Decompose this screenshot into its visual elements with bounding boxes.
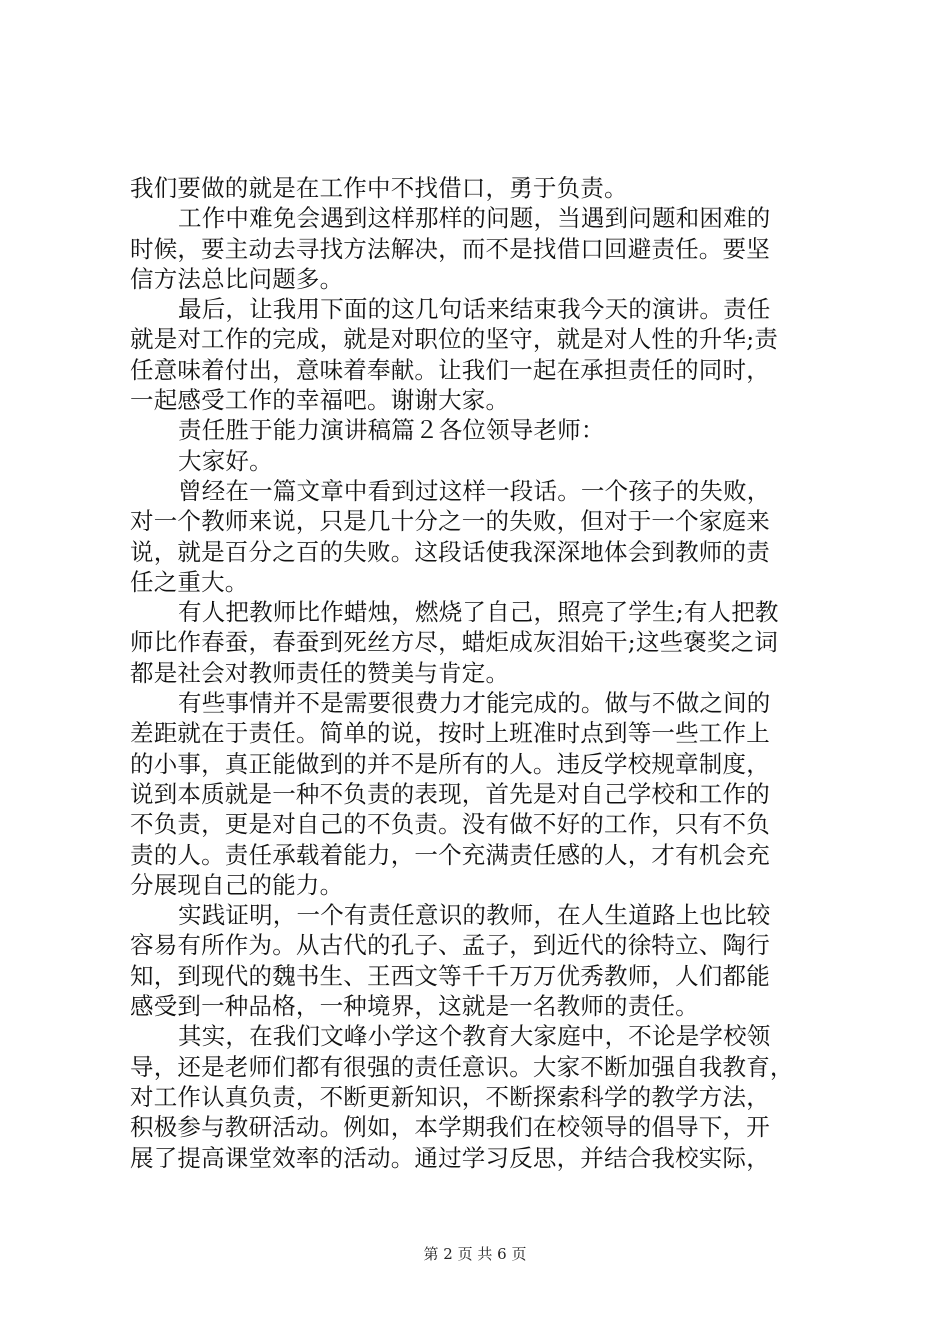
text-line: 一起感受工作的幸福吧。谢谢大家。 (130, 386, 510, 415)
text-line: 分展现自己的能力。 (130, 870, 344, 899)
text-line: 对工作认真负责，不断更新知识，不断探索科学的教学方法， (130, 1082, 770, 1111)
text-line: 展了提高课堂效率的活动。通过学习反思，并结合我校实际， (130, 1143, 770, 1172)
text-line: 最后，让我用下面的这几句话来结束我今天的演讲。责任 (178, 295, 771, 324)
text-line: 说到本质就是一种不负责的表现，首先是对自己学校和工作的 (130, 779, 770, 808)
text-line: 说，就是百分之百的失败。这段话使我深深地体会到教师的责 (130, 537, 770, 566)
text-line: 积极参与教研活动。例如，本学期我们在校领导的倡导下，开 (130, 1113, 770, 1142)
text-line: 感受到一种品格，一种境界，这就是一名教师的责任。 (130, 992, 699, 1021)
text-line: 任之重大。 (130, 567, 249, 596)
text-line: 对一个教师来说，只是几十分之一的失败，但对于一个家庭来 (130, 507, 770, 536)
text-line: 导，还是老师们都有很强的责任意识。大家不断加强自我教育， (130, 1052, 794, 1081)
text-line: 实践证明，一个有责任意识的教师，在人生道路上也比较 (178, 901, 771, 930)
text-line: 信方法总比问题多。 (130, 264, 344, 293)
text-line: 其实，在我们文峰小学这个教育大家庭中，不论是学校领 (178, 1022, 771, 1051)
text-line: 时候，要主动去寻找方法解决，而不是找借口回避责任。要坚 (130, 234, 770, 263)
text-line: 容易有所作为。从古代的孔子、孟子，到近代的徐特立、陶行 (130, 931, 770, 960)
text-line: 有人把教师比作蜡烛，燃烧了自己，照亮了学生;有人把教 (178, 598, 779, 627)
text-line: 有些事情并不是需要很费力才能完成的。做与不做之间的 (178, 689, 771, 718)
text-line: 就是对工作的完成，就是对职位的坚守，就是对人性的升华;责 (130, 325, 779, 354)
text-line: 差距就在于责任。简单的说，按时上班准时点到等一些工作上 (130, 719, 770, 748)
text-line: 不负责，更是对自己的不负责。没有做不好的工作，只有不负 (130, 810, 770, 839)
document-body (130, 173, 830, 1173)
text-line: 师比作春蚕，春蚕到死丝方尽，蜡炬成灰泪始干;这些褒奖之词 (130, 628, 779, 657)
text-line: 工作中难免会遇到这样那样的问题，当遇到问题和困难的 (178, 204, 771, 233)
text-line: 知，到现代的魏书生、王西文等千千万万优秀教师，人们都能 (130, 961, 770, 990)
text-line: 责任胜于能力演讲稿篇２各位领导老师： (178, 416, 605, 445)
text-line: 责的人。责任承载着能力，一个充满责任感的人，才有机会充 (130, 840, 770, 869)
text-line: 的小事，真正能做到的并不是所有的人。违反学校规章制度， (130, 749, 770, 778)
text-line: 曾经在一篇文章中看到过这样一段话。一个孩子的失败， (178, 476, 771, 505)
text-line: 任意味着付出，意味着奉献。让我们一起在承担责任的同时， (130, 355, 770, 384)
text-line: 我们要做的就是在工作中不找借口，勇于负责。 (130, 174, 628, 202)
text-line: 大家好。 (178, 446, 273, 475)
text-line: 都是社会对教师责任的赞美与肯定。 (130, 658, 510, 687)
page-footer: 第 2 页 共 6 页 (423, 1245, 527, 1263)
